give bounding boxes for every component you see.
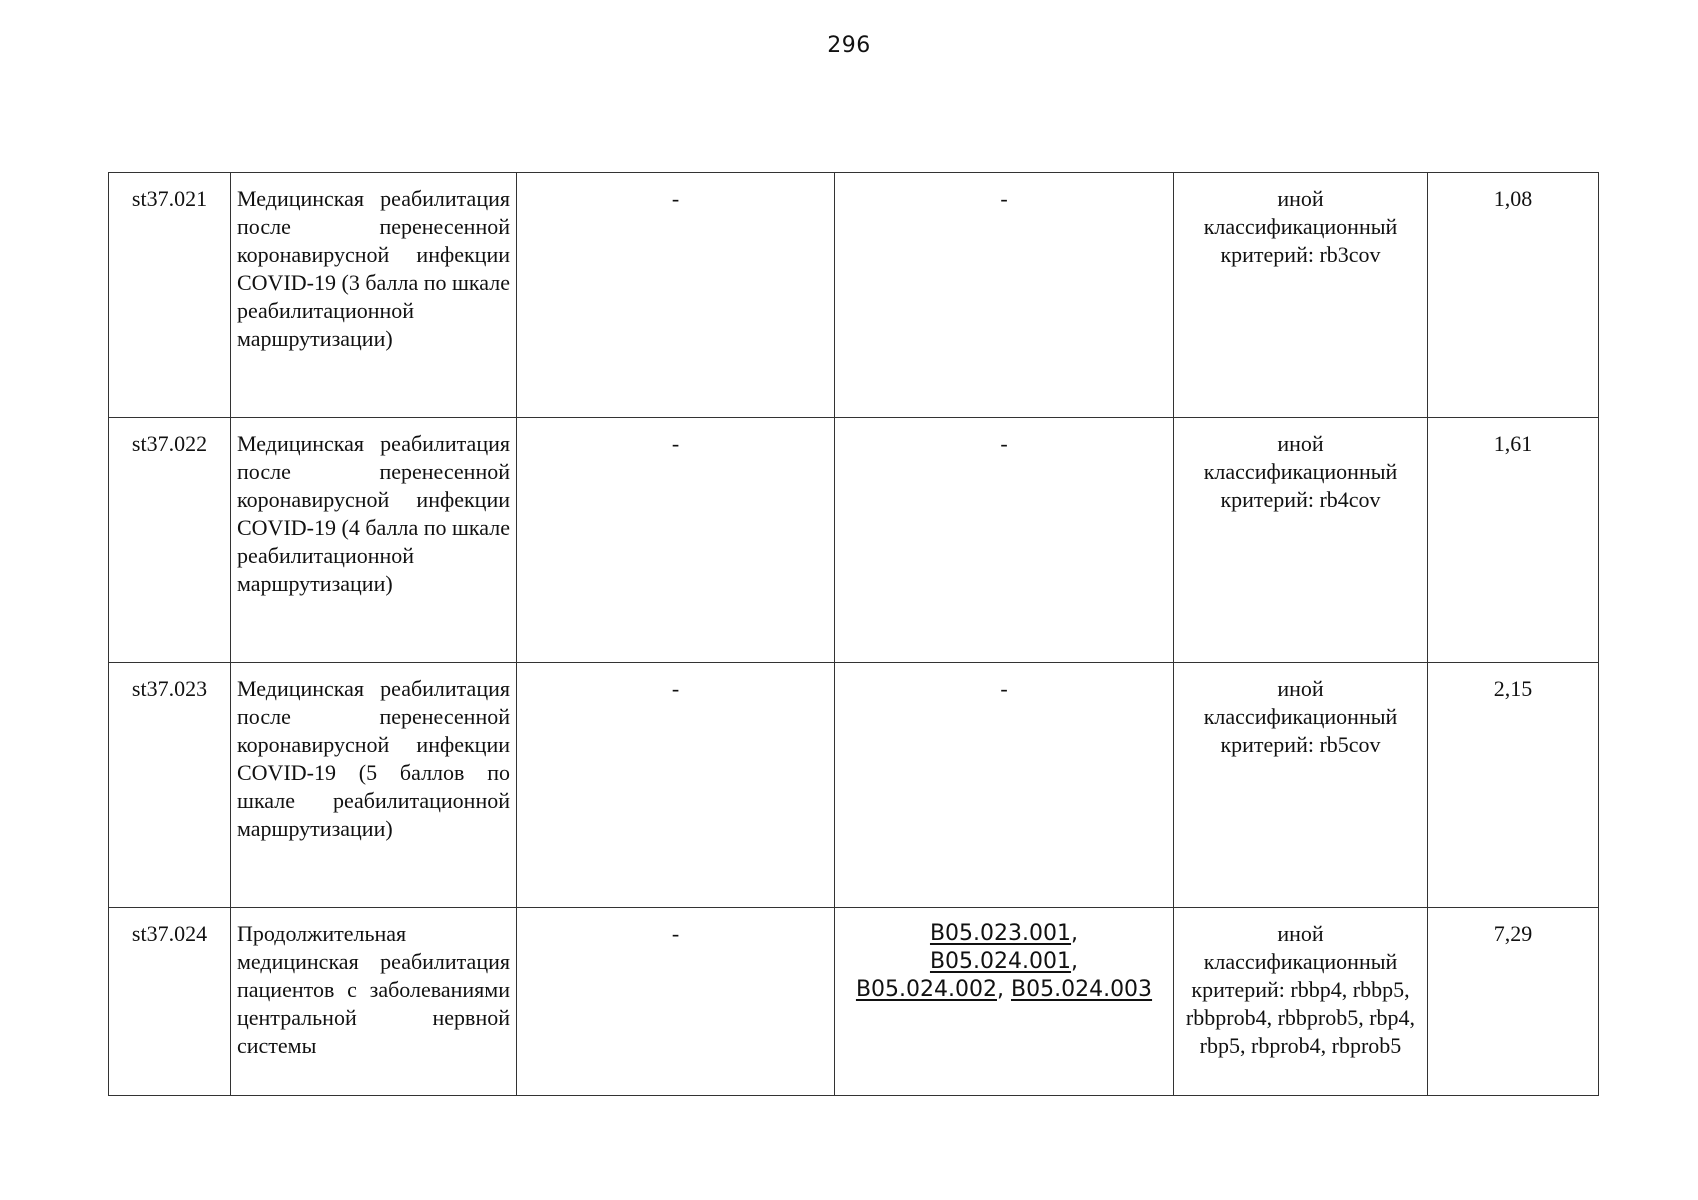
cost-coefficient: 1,08 [1428,173,1599,418]
service-code-link[interactable]: B05.024.003 [1011,977,1153,1002]
diagnosis-codes: - [517,663,835,908]
service-codes: - [835,173,1174,418]
ksg-code: st37.022 [109,418,231,663]
classification-criterion: иной классификационный критерий: rbbp4, rbbp5, rbbprob4, rbbprob5, rbp4, rbp5, rbprob4, rbprob5 [1174,908,1428,1096]
ksg-name: Продолжительная медицинская реабилитация пациентов с заболеваниями центральной нервной системы [231,908,517,1096]
separator: , [1071,921,1079,946]
service-codes [835,908,1174,1096]
classification-criterion: иной классификационный критерий: rb3cov [1174,173,1428,418]
table-row [109,908,1599,1096]
tariff-table [108,172,1599,1096]
classification-criterion: иной классификационный критерий: rb4cov [1174,418,1428,663]
page-number: 296 [827,33,871,58]
service-codes: - [835,418,1174,663]
cost-coefficient: 2,15 [1428,663,1599,908]
ksg-code: st37.021 [109,173,231,418]
classification-criterion: иной классификационный критерий: rb5cov [1174,663,1428,908]
diagnosis-codes: - [517,173,835,418]
cost-coefficient: 1,61 [1428,418,1599,663]
ksg-name: Медицинская реабилитация после перенесенной коронавирусной инфекции COVID-19 (5 баллов по шкале реабилитационной маршрутизации) [231,663,517,908]
diagnosis-codes: - [517,908,835,1096]
service-code-link[interactable]: B05.024.001 [929,949,1072,974]
ksg-code: st37.024 [109,908,231,1096]
table-row [109,173,1599,418]
separator: , [997,977,1004,1002]
ksg-name: Медицинская реабилитация после перенесенной коронавирусной инфекции COVID-19 (3 балла по шкале реабилитационной маршрутизации) [231,173,517,418]
diagnosis-codes: - [517,418,835,663]
service-code-link[interactable]: B05.024.002 [855,977,997,1002]
ksg-code: st37.023 [109,663,231,908]
table-row [109,418,1599,663]
separator: , [1071,949,1079,974]
cost-coefficient: 7,29 [1428,908,1599,1096]
table-row [109,663,1599,908]
service-codes: - [835,663,1174,908]
service-code-link[interactable]: B05.023.001 [929,921,1072,946]
ksg-name: Медицинская реабилитация после перенесенной коронавирусной инфекции COVID-19 (4 балла по шкале реабилитационной маршрутизации) [231,418,517,663]
